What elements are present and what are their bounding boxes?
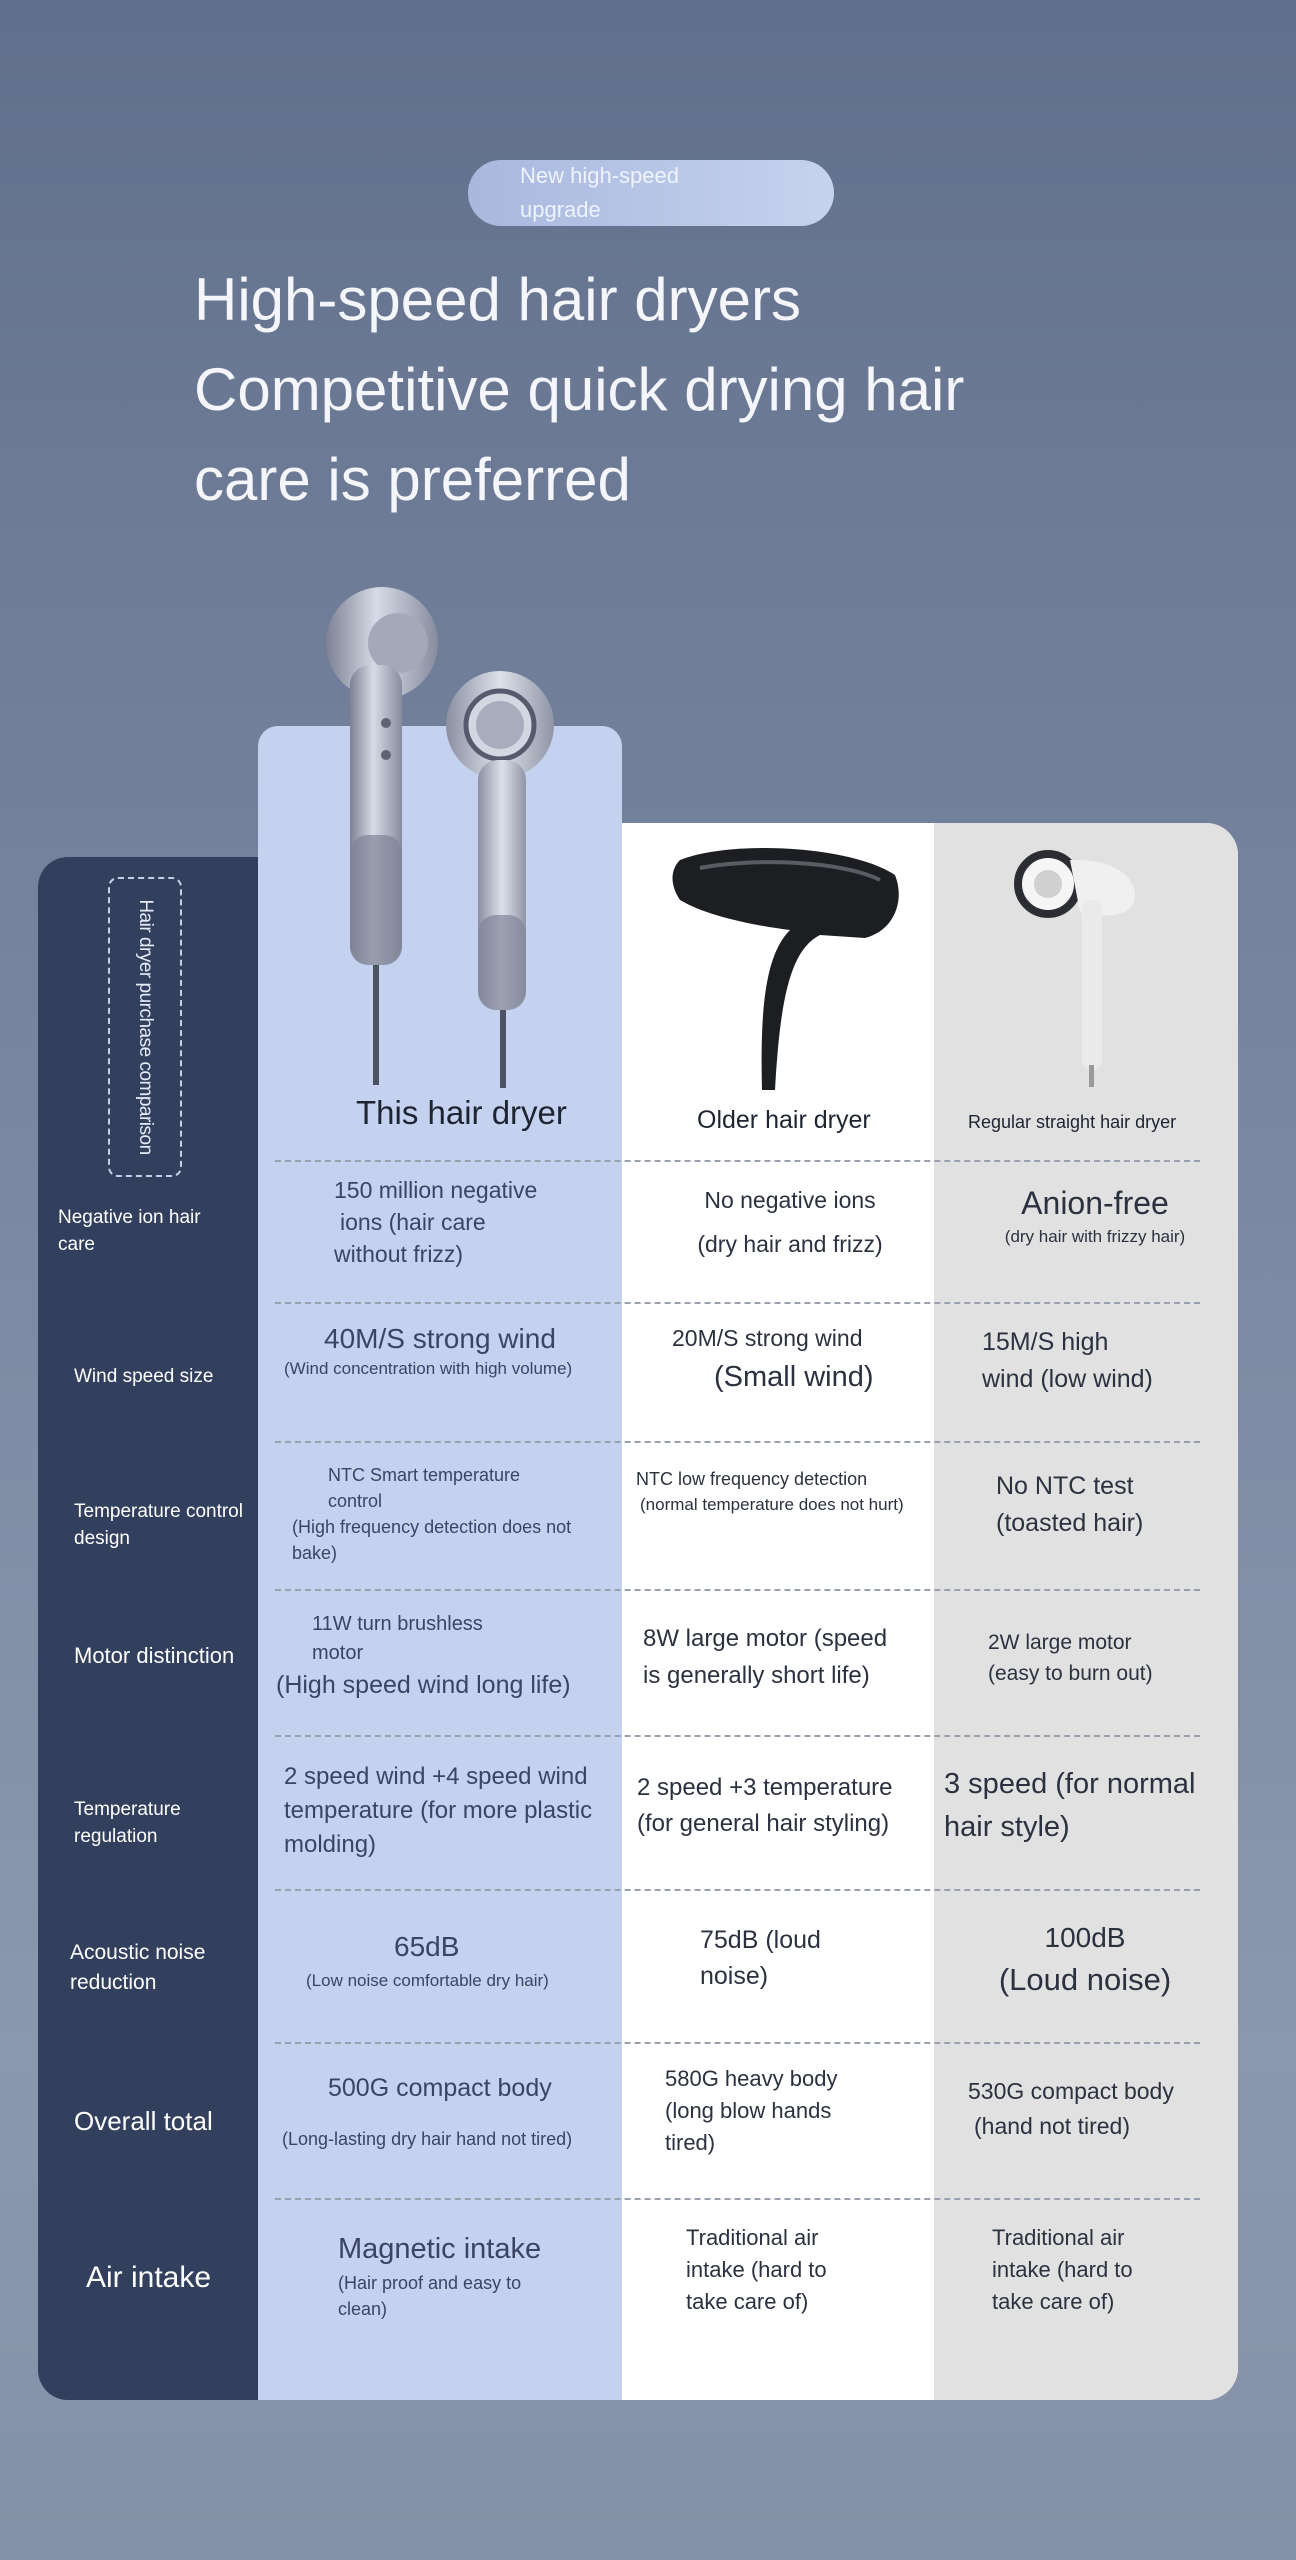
cell-text: 580G heavy body [665, 2066, 838, 2091]
cell-this-overall [282, 2072, 612, 2152]
row-label-temperature-regulation: Temperature regulation [74, 1799, 181, 1847]
cell-text: Anion-free [1021, 1185, 1169, 1221]
cell-older-wind-speed [660, 1322, 940, 1400]
row-label-overall: Overall total [74, 2106, 213, 2136]
row-divider [275, 1441, 1200, 1443]
comparison-title-text: Hair dryer purchase comparison [135, 899, 156, 1155]
column-header-this-dryer: This hair dryer [356, 1094, 567, 1131]
cell-text: (Wind concentration with high volume) [284, 1359, 573, 1378]
cell-older-temperature-regulation [637, 1770, 927, 1842]
page-headline [194, 255, 1094, 525]
cell-text: (Loud noise) [998, 1962, 1172, 1997]
cell-text: 20M/S strong wind [672, 1325, 863, 1351]
cell-text: No negative ions [704, 1187, 876, 1213]
cell-regular-motor [988, 1627, 1218, 1689]
cell-regular-noise [960, 1918, 1210, 2001]
cell-regular-temperature-control [996, 1468, 1216, 1542]
cell-this-air-intake [338, 2228, 598, 2322]
cell-text: noise) [700, 1962, 769, 1990]
cell-text: (Hair proof and easy to clean) [338, 2273, 522, 2319]
row-divider [275, 1589, 1200, 1591]
cell-this-temperature-regulation: 2 speed wind +4 speed wind temperature (for more plastic molding) [284, 1763, 593, 1858]
comparison-vertical-title [108, 877, 182, 1177]
column-header-older-dryer: Older hair dryer [697, 1106, 871, 1134]
cell-text: take care of) [686, 2289, 809, 2314]
row-divider [275, 2198, 1200, 2200]
cell-this-temperature-control [292, 1462, 592, 1566]
cell-regular-air-intake [992, 2222, 1212, 2318]
column-header-regular-dryer: Regular straight hair dryer [968, 1112, 1177, 1132]
cell-text: 8W large motor (speed [643, 1625, 888, 1652]
cell-text: (Long-lasting dry hair hand not tired) [282, 2129, 573, 2149]
cell-older-temperature-control [636, 1466, 911, 1517]
cell-text: (long blow hands [665, 2098, 832, 2123]
cell-text: 15M/S high [982, 1328, 1109, 1356]
cell-text: Traditional air [686, 2225, 819, 2250]
cell-text: 11W turn brushless [312, 1613, 483, 1635]
cell-text: (normal temperature does not hurt) [640, 1495, 904, 1514]
cell-text: 150 million negative [334, 1177, 538, 1203]
cell-this-noise [306, 1926, 576, 1993]
cell-text: ions (hair care [340, 1209, 486, 1235]
cell-text: Traditional air [992, 2225, 1125, 2250]
headline-line-2: Competitive quick drying hair [194, 356, 965, 423]
cell-text: intake (hard to [992, 2257, 1133, 2282]
row-divider [275, 2042, 1200, 2044]
row-label-wind-speed: Wind speed size [74, 1366, 214, 1387]
cell-regular-wind-speed [982, 1324, 1222, 1398]
cell-text: 530G compact body [968, 2078, 1174, 2104]
cell-this-negative-ion [334, 1174, 604, 1270]
cell-text: (for general hair styling) [637, 1810, 890, 1837]
row-label-air-intake: Air intake [86, 2261, 212, 2294]
cell-text: (Low noise comfortable dry hair) [306, 1971, 549, 1990]
row-label-negative-ion: Negative ion hair care [58, 1207, 201, 1255]
cell-text: is generally short life) [643, 1662, 870, 1689]
cell-older-noise [700, 1922, 900, 1994]
cell-text: (hand not tired) [974, 2113, 1130, 2139]
cell-this-wind-speed [284, 1322, 604, 1381]
cell-text: 40M/S strong wind [324, 1323, 556, 1354]
row-divider [275, 1160, 1200, 1162]
cell-text: 75dB (loud [700, 1926, 821, 1954]
cell-text: take care of) [992, 2289, 1115, 2314]
cell-text: (High speed wind long life) [276, 1671, 571, 1699]
cell-text: 500G compact body [328, 2074, 552, 2102]
cell-older-overall [665, 2063, 925, 2159]
row-divider [275, 1302, 1200, 1304]
cell-text: 65dB [394, 1931, 460, 1962]
row-label-motor: Motor distinction [74, 1643, 235, 1668]
cell-text: hair style) [944, 1811, 1070, 1843]
cell-text: (High frequency detection does not bake) [292, 1517, 572, 1563]
cell-text: (easy to burn out) [988, 1662, 1153, 1685]
cell-text: (dry hair with frizzy hair) [1004, 1227, 1186, 1246]
cell-text: 100dB [1044, 1922, 1126, 1953]
cell-text: (toasted hair) [996, 1509, 1144, 1537]
cell-text: Magnetic intake [338, 2233, 542, 2265]
cell-text: 2W large motor [988, 1631, 1132, 1654]
headline-line-3: care is preferred [194, 446, 631, 513]
cell-regular-temperature-regulation [944, 1763, 1229, 1849]
row-divider [275, 1735, 1200, 1737]
cell-text: 2 speed +3 temperature [637, 1774, 893, 1801]
cell-text: (dry hair and frizz) [697, 1231, 883, 1257]
badge-line-2: upgrade [520, 197, 601, 222]
new-upgrade-badge [468, 160, 834, 226]
cell-text: wind (low wind) [982, 1365, 1153, 1393]
cell-text: without frizz) [334, 1241, 464, 1267]
cell-text: NTC Smart temperature control [328, 1465, 521, 1511]
row-label-temperature-control: Temperature control design [74, 1501, 243, 1549]
cell-text: tired) [665, 2130, 716, 2155]
this-dryer-image [300, 585, 580, 1090]
cell-older-air-intake [686, 2222, 916, 2318]
cell-this-motor [276, 1610, 606, 1702]
badge-line-1: New high-speed [520, 163, 679, 188]
older-dryer-image [670, 840, 910, 1100]
regular-dryer-image [1010, 840, 1170, 1090]
cell-regular-negative-ion [970, 1182, 1220, 1249]
cell-older-motor [643, 1620, 933, 1694]
cell-text: No NTC test [996, 1472, 1134, 1500]
cell-text: (Small wind) [714, 1361, 874, 1393]
row-divider [275, 1889, 1200, 1891]
cell-regular-overall [968, 2074, 1218, 2144]
cell-older-negative-ion [660, 1184, 920, 1260]
headline-line-1: High-speed hair dryers [194, 266, 801, 333]
cell-text: 3 speed (for normal [944, 1768, 1196, 1800]
cell-text: NTC low frequency detection [636, 1469, 868, 1489]
cell-text: motor [312, 1642, 364, 1664]
row-label-noise: Acoustic noise reduction [70, 1941, 206, 1994]
cell-text: intake (hard to [686, 2257, 827, 2282]
